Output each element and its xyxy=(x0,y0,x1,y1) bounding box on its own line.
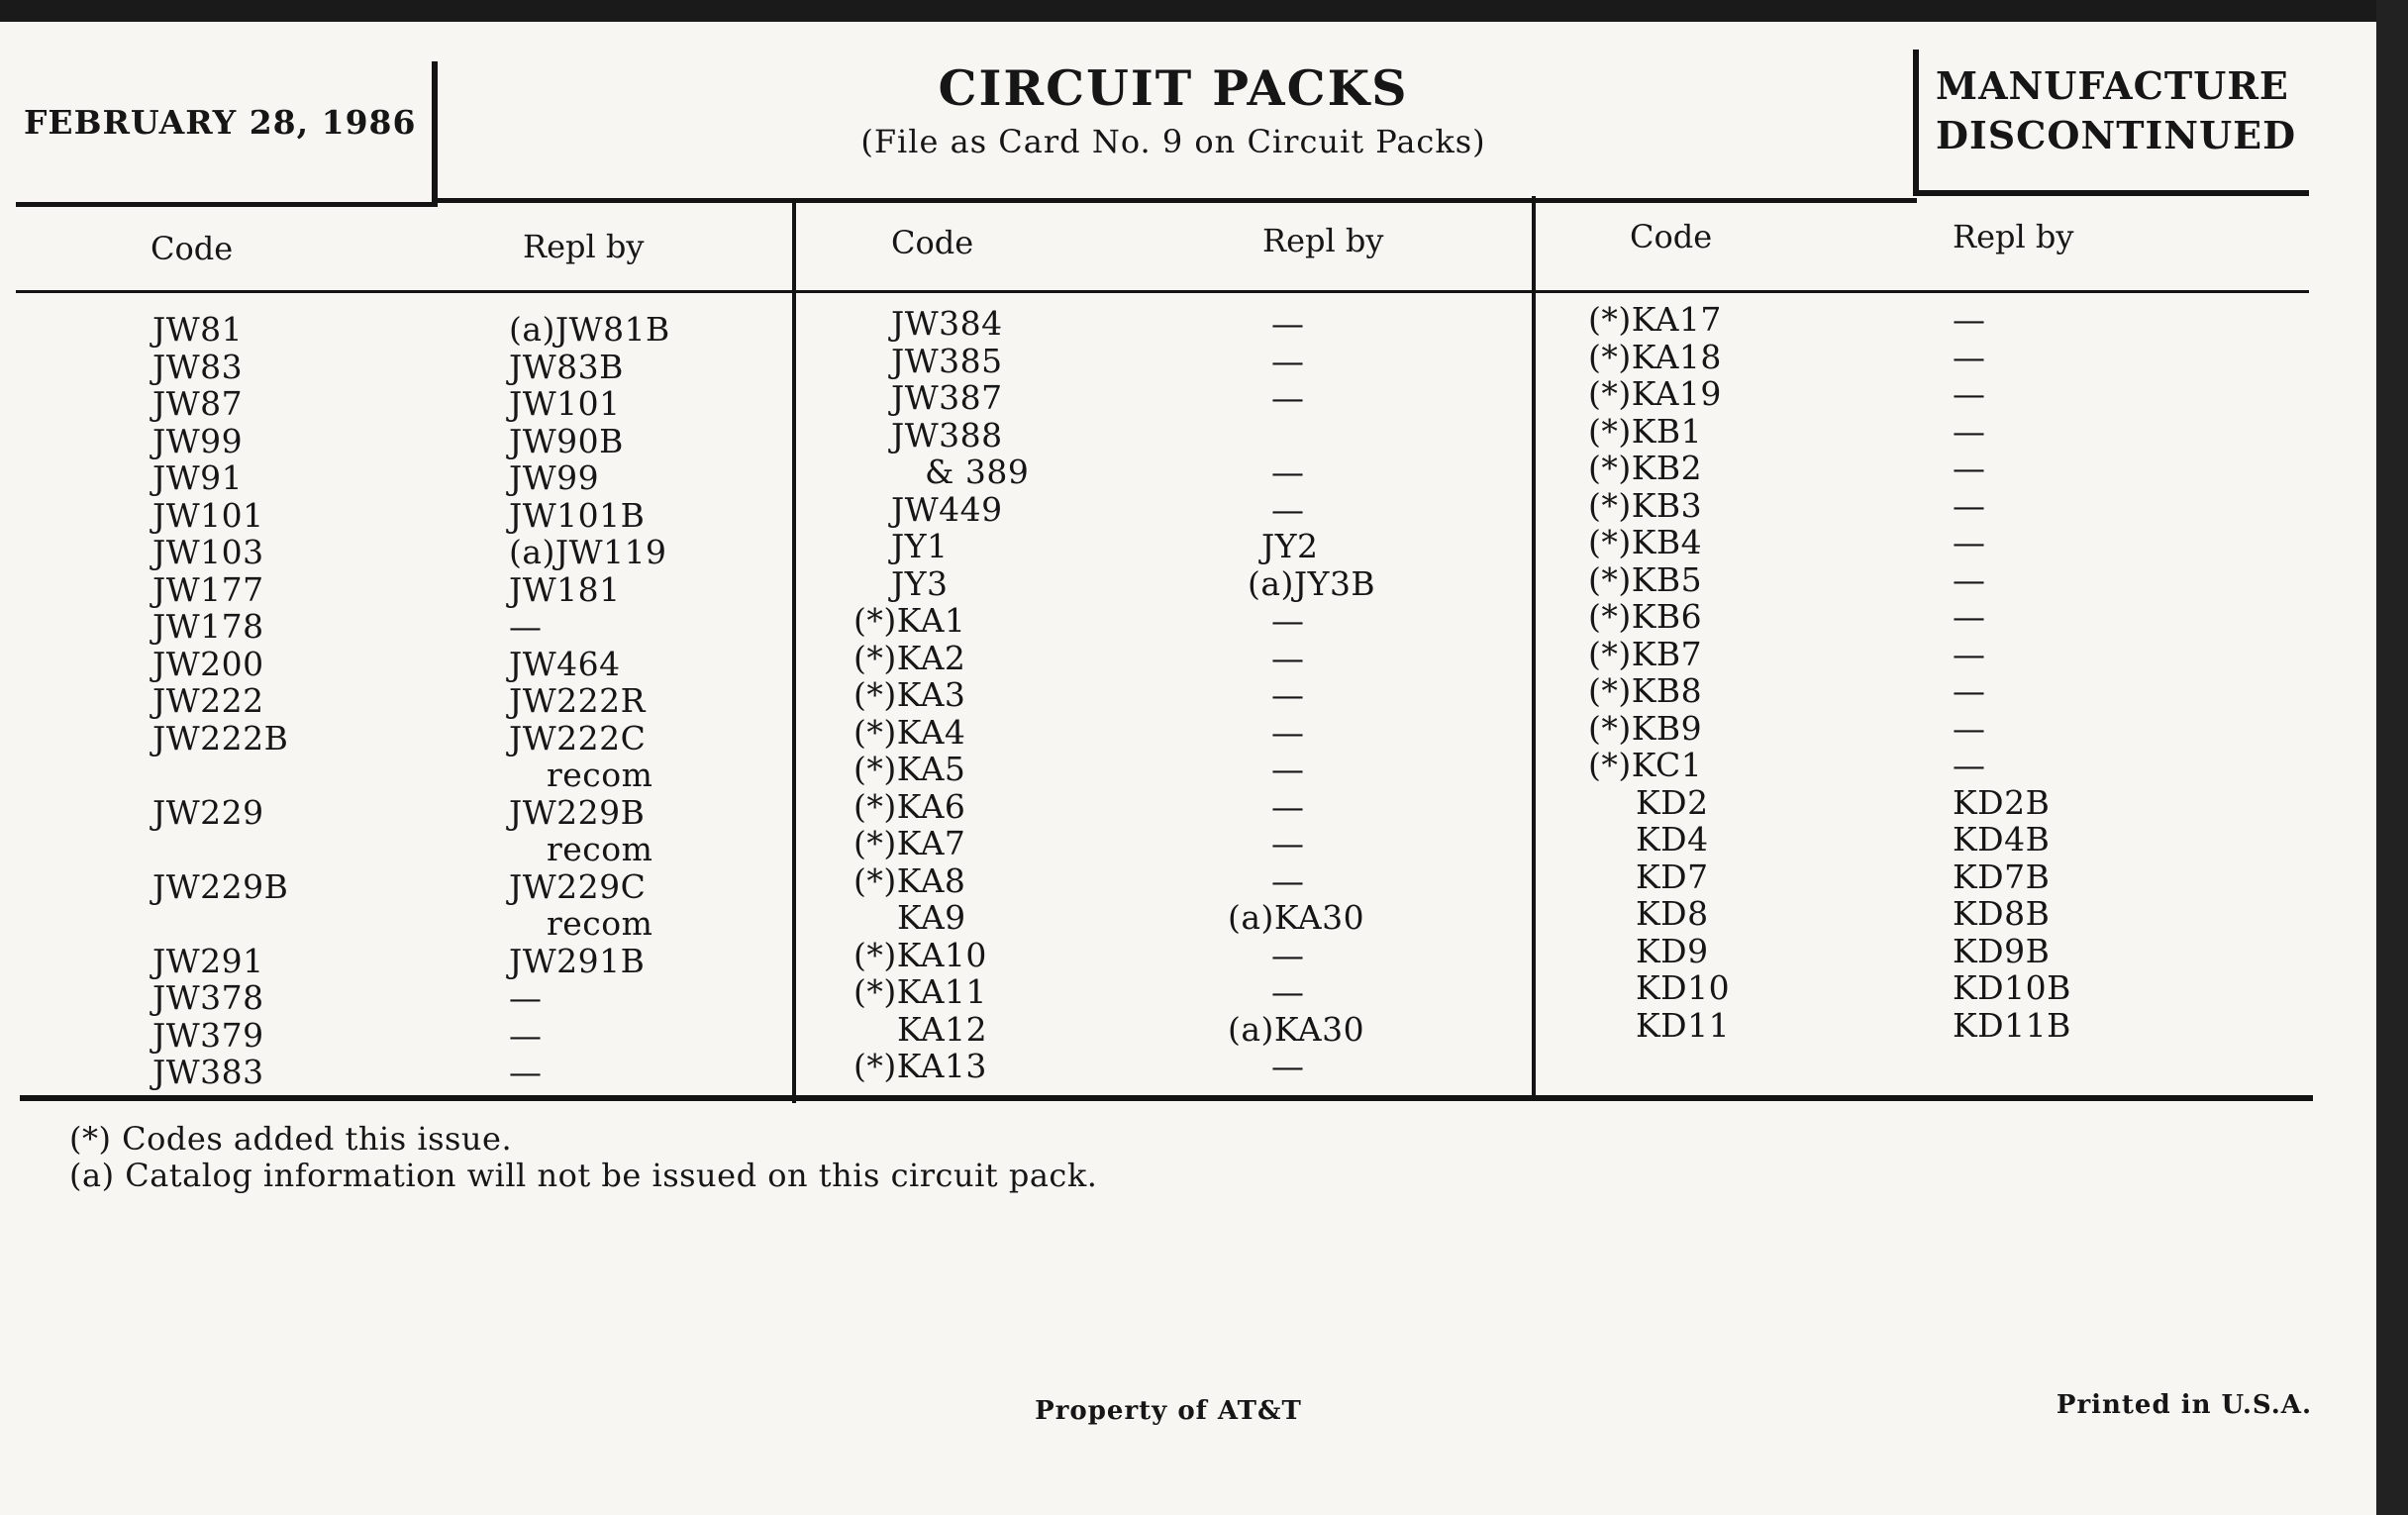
repl-cell: — xyxy=(1953,597,1986,636)
footnotes xyxy=(69,1121,1097,1194)
repl-cell: recom xyxy=(547,904,653,943)
page-subtitle: (File as Card No. 9 on Circuit Packs) xyxy=(860,123,1486,160)
table-row xyxy=(853,1048,1568,1085)
table-row xyxy=(1588,969,2250,1007)
scan-edge xyxy=(2376,0,2408,1515)
repl-cell: — xyxy=(509,1015,543,1055)
code-cell: KA9 xyxy=(897,898,966,937)
code-cell: JW83 xyxy=(152,347,244,386)
table-row xyxy=(1588,636,2250,673)
code-cell: JY1 xyxy=(891,527,949,565)
table-row xyxy=(152,534,844,571)
repl-cell: — xyxy=(1271,341,1305,380)
code-cell: (*)KA5 xyxy=(853,750,966,788)
repl-cell: — xyxy=(1953,671,1986,710)
page-title: CIRCUIT PACKS xyxy=(938,59,1409,117)
code-cell: (*)KB6 xyxy=(1588,597,1703,636)
repl-cell xyxy=(1248,417,1568,454)
code-cell: JW229B xyxy=(152,866,289,906)
header-bottom-rule-left xyxy=(16,202,438,207)
table-row xyxy=(1588,375,2250,413)
table-row xyxy=(853,973,1568,1011)
repl-cell: KD2B xyxy=(1953,782,2051,822)
repl-cell: JW222C xyxy=(509,718,647,758)
code-cell: (*)KB9 xyxy=(1588,708,1703,748)
table-column-2 xyxy=(853,305,1568,1085)
code-cell: JW222B xyxy=(152,718,289,758)
repl-cell: — xyxy=(1953,634,1986,673)
repl-cell: JW229C xyxy=(509,866,647,906)
repl-cell: — xyxy=(1271,860,1305,900)
repl-cell: — xyxy=(1271,750,1305,788)
column-header-rule xyxy=(16,290,2309,293)
header-divider-right xyxy=(1913,50,1919,194)
code-cell: (*)KA10 xyxy=(853,935,987,974)
table-row xyxy=(152,905,844,943)
repl-cell: — xyxy=(1953,523,1986,561)
status-line-2: DISCONTINUED xyxy=(1936,113,2297,157)
code-cell: JW81 xyxy=(152,310,244,349)
footnote-added: (*) Codes added this issue. xyxy=(69,1120,513,1158)
column-header-code-3: Code xyxy=(1630,218,1713,255)
repl-cell: — xyxy=(509,607,543,646)
code-cell: JW385 xyxy=(891,341,1003,380)
table-row xyxy=(1588,672,2250,710)
code-cell: JW87 xyxy=(152,384,244,423)
code-cell: JW99 xyxy=(152,421,244,460)
code-cell: (*)KB1 xyxy=(1588,411,1703,451)
table-row xyxy=(1588,821,2250,858)
code-cell: KA12 xyxy=(897,1009,988,1049)
code-cell: (*)KA18 xyxy=(1588,337,1722,376)
table-row xyxy=(853,899,1568,937)
repl-cell: — xyxy=(1953,337,1986,376)
table-row xyxy=(853,565,1568,603)
repl-cell: JW291B xyxy=(509,941,646,980)
repl-cell: — xyxy=(1271,1047,1305,1085)
repl-cell: JW181 xyxy=(509,569,621,609)
header-bottom-rule-mid xyxy=(432,198,1917,203)
repl-cell: (a)JW119 xyxy=(509,533,667,571)
table-row xyxy=(152,979,844,1017)
repl-cell: — xyxy=(1271,935,1305,974)
repl-cell: KD9B xyxy=(1953,931,2051,970)
table-row xyxy=(853,528,1568,565)
repl-cell: JW101 xyxy=(509,384,621,423)
table-row xyxy=(152,608,844,646)
repl-cell: — xyxy=(1271,712,1305,752)
table-row xyxy=(853,454,1568,491)
code-cell: KD4 xyxy=(1636,820,1709,858)
repl-cell: JW99 xyxy=(509,458,600,497)
repl-cell: — xyxy=(1271,786,1305,826)
code-cell: JW103 xyxy=(152,533,264,571)
code-cell: JW91 xyxy=(152,458,244,497)
code-cell: (*)KA11 xyxy=(853,972,987,1011)
table-row xyxy=(1588,598,2250,636)
repl-cell: recom xyxy=(547,756,653,794)
table-row xyxy=(152,423,844,460)
code-cell: JW388 xyxy=(891,415,1003,454)
repl-cell: — xyxy=(1953,559,1986,599)
table-row xyxy=(853,305,1568,343)
repl-cell: JW464 xyxy=(509,644,621,683)
code-cell: KD9 xyxy=(1636,931,1709,970)
table-row xyxy=(853,862,1568,900)
repl-cell: — xyxy=(1271,675,1305,714)
table-row xyxy=(152,646,844,683)
table-row xyxy=(1588,561,2250,599)
repl-cell: KD11B xyxy=(1953,1005,2071,1045)
footnote-catalog: (a) Catalog information will not be issued on this circuit pack. xyxy=(69,1157,1098,1194)
code-cell: KD10 xyxy=(1636,968,1731,1007)
table-row xyxy=(152,385,844,423)
repl-cell: JW101B xyxy=(509,495,646,535)
code-cell: (*)KB7 xyxy=(1588,634,1703,673)
code-cell: JW378 xyxy=(152,978,264,1017)
repl-cell: — xyxy=(509,978,543,1017)
code-cell: (*)KA8 xyxy=(853,860,966,900)
code-cell: JY3 xyxy=(891,563,949,603)
table-row xyxy=(1588,1007,2250,1045)
table-row xyxy=(853,788,1568,826)
code-cell: JW177 xyxy=(152,569,264,609)
code-cell: JW384 xyxy=(891,304,1003,343)
code-cell: (*)KA1 xyxy=(853,601,966,640)
table-row xyxy=(152,1054,844,1091)
code-cell: (*)KB2 xyxy=(1588,449,1703,487)
repl-cell: — xyxy=(1953,374,1986,413)
table-row xyxy=(152,682,844,720)
table-row xyxy=(853,417,1568,454)
code-cell: KD8 xyxy=(1636,894,1709,933)
column-header-repl-3: Repl by xyxy=(1953,218,2074,255)
table-row xyxy=(1588,339,2250,376)
repl-cell: (a)JY3B xyxy=(1248,563,1376,603)
code-cell: KD2 xyxy=(1636,782,1709,822)
column-header-code-1: Code xyxy=(150,230,234,267)
table-column-1 xyxy=(152,311,844,1091)
code-cell: (*)KA7 xyxy=(853,824,966,862)
table-bottom-rule xyxy=(20,1095,2313,1101)
table-row xyxy=(1588,895,2250,933)
repl-cell: — xyxy=(1953,708,1986,748)
table-row xyxy=(1588,858,2250,896)
table-row xyxy=(853,937,1568,974)
code-cell: JW387 xyxy=(891,378,1003,417)
code-cell: (*)KA2 xyxy=(853,638,966,677)
repl-cell: (a)KA30 xyxy=(1228,898,1365,937)
code-cell: KD11 xyxy=(1636,1005,1731,1045)
code-cell: (*)KA4 xyxy=(853,712,966,752)
code-cell: (*)KA19 xyxy=(1588,374,1722,413)
repl-cell: — xyxy=(1953,411,1986,451)
column-header-code-2: Code xyxy=(891,224,974,261)
repl-cell: — xyxy=(1271,601,1305,640)
code-cell: (*)KB8 xyxy=(1588,671,1703,710)
table-row xyxy=(152,349,844,386)
code-cell: (*)KA3 xyxy=(853,675,966,714)
table-row xyxy=(1588,933,2250,970)
footer-printed: Printed in U.S.A. xyxy=(2056,1390,2312,1420)
repl-cell: — xyxy=(509,1053,543,1091)
repl-cell: KD7B xyxy=(1953,857,2051,896)
code-cell: JW222 xyxy=(152,681,264,720)
table-row xyxy=(853,640,1568,677)
repl-cell: — xyxy=(1271,378,1305,417)
code-cell: JW379 xyxy=(152,1015,264,1055)
table-row xyxy=(853,491,1568,529)
table-row xyxy=(1588,784,2250,822)
code-cell: (*)KB3 xyxy=(1588,485,1703,525)
code-cell: JW200 xyxy=(152,644,264,683)
table-row xyxy=(853,714,1568,752)
status-line-1: MANUFACTURE xyxy=(1936,63,2289,108)
code-cell xyxy=(152,831,509,868)
table-row xyxy=(152,831,844,868)
code-cell: (*)KB4 xyxy=(1588,523,1703,561)
table-row xyxy=(1588,301,2250,339)
repl-cell: KD8B xyxy=(1953,894,2051,933)
code-cell: (*)KB5 xyxy=(1588,559,1703,599)
code-cell xyxy=(152,905,509,943)
repl-cell: — xyxy=(1953,746,1986,784)
table-row xyxy=(1588,524,2250,561)
code-cell: JW101 xyxy=(152,495,264,535)
table-column-3 xyxy=(1588,301,2250,1044)
repl-cell: — xyxy=(1271,304,1305,343)
code-cell: JW229 xyxy=(152,792,264,832)
repl-cell: — xyxy=(1271,638,1305,677)
status-label xyxy=(1936,61,2352,160)
issue-date: FEBRUARY 28, 1986 xyxy=(24,103,417,142)
table-row xyxy=(152,571,844,609)
column-header-repl-1: Repl by xyxy=(523,228,645,265)
header-bottom-rule-right xyxy=(1913,190,2309,196)
code-cell: (*)KA17 xyxy=(1588,300,1722,339)
table-row xyxy=(853,1011,1568,1049)
table-row xyxy=(152,868,844,906)
repl-cell: recom xyxy=(547,830,653,868)
table-row xyxy=(1588,413,2250,451)
table-row xyxy=(853,751,1568,788)
table-row xyxy=(1588,747,2250,784)
table-row xyxy=(152,757,844,794)
table-row xyxy=(152,497,844,535)
repl-cell: — xyxy=(1271,972,1305,1011)
table-row xyxy=(152,720,844,758)
repl-cell: JW90B xyxy=(509,421,624,460)
table-row xyxy=(152,794,844,832)
repl-cell: JW229B xyxy=(509,792,646,832)
table-row xyxy=(152,1017,844,1055)
code-cell: JW178 xyxy=(152,607,264,646)
table-row xyxy=(853,343,1568,380)
repl-cell: — xyxy=(1953,449,1986,487)
repl-cell: (a)JW81B xyxy=(509,310,670,349)
repl-cell: JW222R xyxy=(509,681,646,720)
repl-cell: JW83B xyxy=(509,347,624,386)
code-cell: (*)KA13 xyxy=(853,1047,987,1085)
table-row xyxy=(152,459,844,497)
table-row xyxy=(853,676,1568,714)
repl-cell: (a)KA30 xyxy=(1228,1009,1365,1049)
repl-cell: — xyxy=(1271,824,1305,862)
repl-cell: — xyxy=(1271,489,1305,529)
repl-cell: JY2 xyxy=(1261,527,1319,565)
repl-cell: — xyxy=(1953,485,1986,525)
repl-cell: — xyxy=(1271,453,1305,491)
table-row xyxy=(152,311,844,349)
code-cell xyxy=(152,757,509,794)
table-row xyxy=(152,943,844,980)
repl-cell: KD10B xyxy=(1953,968,2071,1007)
table-row xyxy=(853,602,1568,640)
repl-cell: KD4B xyxy=(1953,820,2051,858)
table-row xyxy=(853,825,1568,862)
column-header-repl-2: Repl by xyxy=(1262,222,1384,259)
footer-property: Property of AT&T xyxy=(1035,1396,1302,1426)
code-cell: (*)KC1 xyxy=(1588,746,1703,784)
table-row xyxy=(1588,450,2250,487)
code-cell: (*)KA6 xyxy=(853,786,966,826)
code-cell: JW449 xyxy=(891,489,1003,529)
table-row xyxy=(853,379,1568,417)
code-cell: JW383 xyxy=(152,1053,264,1091)
table-row xyxy=(1588,710,2250,748)
table-row xyxy=(1588,487,2250,525)
code-cell: & 389 xyxy=(925,453,1030,491)
repl-cell: — xyxy=(1953,300,1986,339)
code-cell: JW291 xyxy=(152,941,264,980)
code-cell: KD7 xyxy=(1636,857,1709,896)
